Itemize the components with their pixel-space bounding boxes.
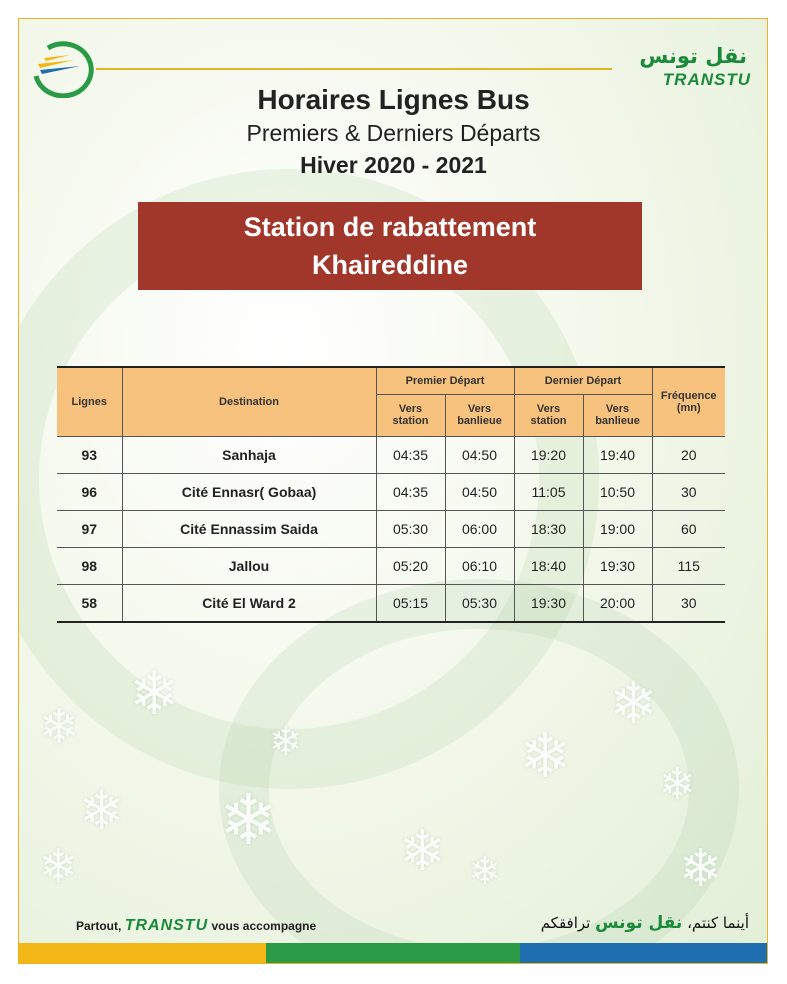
last-departure-suburb: 19:40 <box>583 436 652 473</box>
snowflake-icon: ❄ <box>79 779 125 842</box>
line-number: 58 <box>57 584 122 622</box>
first-departure-station: 05:30 <box>376 510 445 547</box>
snowflake-icon: ❄ <box>679 839 723 899</box>
header-vers-banlieue: Vers banlieue <box>445 394 514 436</box>
brand-arabic: نقل تونس <box>639 44 747 68</box>
snowflake-icon: ❄ <box>219 779 278 861</box>
last-departure-suburb: 19:30 <box>583 547 652 584</box>
header-frequence: Fréquence (mn) <box>652 367 725 436</box>
last-departure-station: 19:30 <box>514 584 583 622</box>
header-vers-station: Vers station <box>514 394 583 436</box>
destination: Sanhaja <box>122 436 376 473</box>
table-row <box>57 473 725 510</box>
line-number: 98 <box>57 547 122 584</box>
table-row <box>57 584 725 622</box>
table-row <box>57 436 725 473</box>
last-departure-suburb: 19:00 <box>583 510 652 547</box>
destination: Jallou <box>122 547 376 584</box>
table-row <box>57 547 725 584</box>
snowflake-icon: ❄ <box>469 849 501 893</box>
schedule-table <box>57 366 725 623</box>
header-premier-depart: Premier Départ <box>376 367 514 394</box>
first-departure-suburb: 04:50 <box>445 473 514 510</box>
slogan-suffix: vous accompagne <box>211 919 317 933</box>
brand-latin: TRANSTU <box>662 70 751 89</box>
destination: Cité Ennassim Saida <box>122 510 376 547</box>
footer-slogan-fr <box>76 917 316 935</box>
slogan-ar-prefix: أينما كنتم، <box>687 914 749 932</box>
table-row <box>57 510 725 547</box>
last-departure-suburb: 20:00 <box>583 584 652 622</box>
line-number: 96 <box>57 473 122 510</box>
destination: Cité El Ward 2 <box>122 584 376 622</box>
frequency: 30 <box>652 473 725 510</box>
last-departure-suburb: 10:50 <box>583 473 652 510</box>
first-departure-suburb: 06:10 <box>445 547 514 584</box>
last-departure-station: 18:40 <box>514 547 583 584</box>
snowflake-icon: ❄ <box>39 839 78 893</box>
first-departure-suburb: 04:50 <box>445 436 514 473</box>
first-departure-station: 04:35 <box>376 473 445 510</box>
footer-slogan-ar <box>541 913 749 933</box>
station-name: Khaireddine <box>311 250 469 280</box>
snowflake-icon: ❄ <box>659 759 696 810</box>
color-bar-yellow <box>19 943 266 963</box>
first-departure-station: 05:20 <box>376 547 445 584</box>
page-title: Horaires Lignes Bus <box>257 84 530 115</box>
color-bar-blue <box>520 943 767 963</box>
line-number: 93 <box>57 436 122 473</box>
header-dernier-depart: Dernier Départ <box>514 367 652 394</box>
first-departure-station: 05:15 <box>376 584 445 622</box>
frequency: 20 <box>652 436 725 473</box>
line-number: 97 <box>57 510 122 547</box>
snowflake-icon: ❄ <box>129 659 180 729</box>
first-departure-suburb: 06:00 <box>445 510 514 547</box>
header-vers-station: Vers station <box>376 394 445 436</box>
station-banner <box>138 202 642 290</box>
first-departure-station: 04:35 <box>376 436 445 473</box>
slogan-brand: TRANSTU <box>124 917 209 934</box>
last-departure-station: 18:30 <box>514 510 583 547</box>
frequency: 60 <box>652 510 725 547</box>
last-departure-station: 11:05 <box>514 473 583 510</box>
snowflake-icon: ❄ <box>39 699 80 755</box>
first-departure-suburb: 05:30 <box>445 584 514 622</box>
color-bar-green <box>266 943 520 963</box>
header-rule <box>96 68 612 70</box>
header-vers-banlieue: Vers banlieue <box>583 394 652 436</box>
season-title: Hiver 2020 - 2021 <box>300 152 487 178</box>
snowflake-icon: ❄ <box>519 719 571 792</box>
header-destination: Destination <box>122 367 376 436</box>
snowflake-icon: ❄ <box>609 669 658 737</box>
frequency: 115 <box>652 547 725 584</box>
station-banner-line1: Station de rabattement <box>243 212 537 242</box>
header-lignes: Lignes <box>57 367 122 436</box>
page-subtitle: Premiers & Derniers Départs <box>246 120 541 146</box>
slogan-ar-brand: نقل تونس <box>595 913 683 933</box>
snowflake-icon: ❄ <box>399 819 446 884</box>
last-departure-station: 19:20 <box>514 436 583 473</box>
slogan-ar-suffix: ترافقكم <box>540 914 591 932</box>
color-bar <box>19 943 767 963</box>
frequency: 30 <box>652 584 725 622</box>
slogan-prefix: Partout, <box>76 919 122 933</box>
destination: Cité Ennasr( Gobaa) <box>122 473 376 510</box>
snowflake-icon: ❄ <box>269 719 303 765</box>
